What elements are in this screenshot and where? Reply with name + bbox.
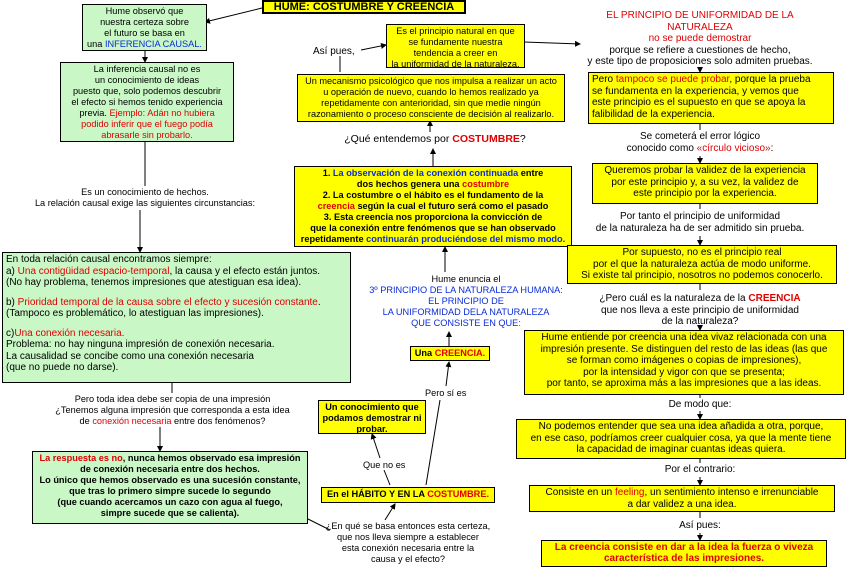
hume-entiende-box [524,330,844,395]
box-line: característica de las impresiones. [603,553,765,564]
box-line: Un conocimiento que [325,402,419,412]
box-line [6,297,347,309]
box-line: a dar validez a una idea. [627,498,737,510]
text-line: NATURALEZA [667,21,733,33]
text-line: que nos lleva siempre a establecer [337,532,479,542]
highlight-text: feeling [615,487,645,498]
highlight-text: COSTUMBRE [452,133,520,145]
copia-impresion-text [25,394,320,427]
box-line: 2. La costumbre o el hábito es el fundamento de la [322,190,544,200]
no-se-puede-probar-box [588,72,834,124]
box-line: Hume entiende por creencia una idea vivaz relacionada con una [541,332,827,343]
box-line: razonamiento o proceso consciente de decisión al realizarlo. [307,109,555,119]
box-line: Lo único que hemos observado es una sucesión constante, [39,475,301,485]
text: , la causa y el efecto están juntos. [169,265,321,277]
que-entendemos-question [330,134,540,145]
highlight-text: «círculo vicioso» [696,142,771,154]
queremos-probar-box [592,163,818,204]
conocimiento-hechos-text [10,187,280,209]
box-line [36,453,304,464]
box-line: Hume observó que [105,6,184,16]
box-line: en ese caso, podríamos creer cualquier cosa, ya que la mente tiene [530,432,832,444]
box-line: que tras lo primero simpre sucede lo segundo [69,486,271,496]
por-el-contrario-label: Por el contrario: [664,464,736,475]
principio-natural-box [386,24,525,68]
box-line [86,39,203,50]
por-supuesto-box [567,245,837,284]
que-no-es-label: Que no es [363,460,406,470]
text: , nunca hemos observado esa impresión [122,453,301,463]
box-line: u operación de nuevo, cuando lo hemos realizado ya [323,87,539,97]
text-line: Es un conocimiento de hechos. [81,187,209,197]
box-line: Si existe tal principio, nosotros no podemos conocerlo. [581,270,823,281]
box-line: Problema: no hay ninguna impresión de conexión necesaria. [6,339,275,350]
text: entre dos fenómenos? [171,416,266,426]
box-line: que la conexión entre fenómenos que se han observado [310,223,556,233]
text-line: 3º PRINCIPIO DE LA NATURALEZA HUMANA: [369,285,563,295]
text: Consiste en un [545,487,616,498]
text: ¿Pero cuál es la naturaleza de la [599,293,749,304]
box-line: (No hay problema, tenemos impresiones que atestiguan esa idea). [6,277,302,288]
box-line: Por supuesto, no es el principio real [622,247,782,258]
box-line: nuestra certeza sobre [100,17,189,27]
box-line: por la intensidad y vigor con que se presenta; [583,366,785,378]
mecanismo-psicologico-box [297,74,565,122]
box-line: un conocimiento de ideas [94,75,200,85]
box-line: La inferencia causal no es [93,64,201,74]
text: repetidamente [300,234,367,244]
box-line: podido inferir que el fuego podía [81,119,213,129]
text: de [79,416,93,426]
text: dos hechos genera una [356,179,463,189]
box-line: simpre sucede que se calienta). [100,508,240,518]
highlight-text: tampoco se puede probar [615,74,730,85]
hume-observo-box [82,4,207,51]
box-line: (que no puede no darse). [6,362,119,373]
text-line: porque se refiere a cuestiones de hecho, [609,44,791,56]
text: ? [519,133,526,145]
en-que-se-basa-text [318,521,498,565]
box-line: La creencia consiste en dar a la idea la fuerza o viveza [554,542,814,553]
page-title: HUME: COSTUMBRE Y CREENCIA [262,0,466,14]
text: Una [414,348,435,358]
text: En el HÁBITO Y EN LA [327,489,428,499]
text-line: y este tipo de proposiciones solo admiten pruebas. [587,56,813,67]
no-podemos-entender-box [516,419,846,459]
text-line: de la naturaleza ha de ser admitido sin prueba. [595,222,805,234]
box-line [298,168,568,179]
conclusion-creencia-box [541,540,827,567]
text: previa. [79,108,110,118]
circunstancias-box [2,252,351,383]
text: , un sentimiento intenso e irrenunciable [644,487,819,498]
box-line: el futuro se basa en [104,28,185,38]
box-line: La causalidad se concibe como una conexión necesaria [6,350,254,362]
box-line: por el que la naturaleza actúa de modo uniforme. [593,258,811,270]
box-line [592,74,830,86]
box-line [298,179,568,190]
box-line: En toda relación causal encontramos siempre: [6,254,212,265]
box-line: tendencia a creer en [413,48,498,58]
highlight-text: COSTUMBRE. [427,489,489,499]
box-line: se fundamenta en la experiencia, y vemos que [592,85,799,97]
highlight-text: CREENCIA. [434,348,486,358]
de-modo-que-label: De modo que: [668,399,732,410]
circulo-vicioso-text [590,131,810,154]
text-line: La relación causal exige las siguientes circunstancias: [34,198,256,208]
text-line: Se cometerá el error lógico [639,131,761,142]
text-line [575,293,825,305]
box-line [298,201,568,212]
principio-uniformidad-text [580,10,820,68]
text: conocido como [626,142,697,154]
text-line [25,416,320,427]
consiste-feeling-box [529,485,835,512]
text-line: ¿Tenemos alguna impresión que corresponda a esta idea [55,405,290,415]
asi-pues-label: Así pues, [313,46,355,57]
text-line: Por tanto el principio de uniformidad [619,211,781,222]
highlight-text: INFERENCIA CAUSAL. [104,39,202,49]
box-line: Es el principio natural en que [396,26,515,36]
box-line: este principio por la experiencia. [633,188,777,199]
text-line: EL PRINCIPIO DE [428,296,504,306]
box-line: (Tampoco es problemático, lo atestiguan las impresiones). [6,308,264,319]
text: según la cual el futuro será como el pasado [354,201,549,211]
highlight-text: conexión necesaria [92,416,172,426]
box-line: No podemos entender que sea una idea añadida a otra, porque, [538,421,824,432]
box-line: podamos demostrar ni [322,413,422,423]
text: 1. [322,168,333,178]
box-line [64,108,230,119]
text: una [87,39,105,49]
text-line: esta conexión necesaria entre la [341,543,475,553]
box-line: repetidamente con anterioridad, sin que medie ningún [321,98,541,108]
box-line: se fundamente nuestra [408,37,503,47]
box-line: el efecto si hemos tenido experiencia [71,97,223,107]
por-tanto-text [580,211,820,234]
text: a) [6,265,18,277]
inferencia-causal-box [60,62,234,142]
text-line: QUE CONSISTE EN QUE: [411,318,521,328]
una-creencia-box [410,346,490,361]
text-line: de la naturaleza? [661,316,739,327]
text-line: ¿En qué se basa entonces esta certeza, [325,521,491,531]
respuesta-no-box [32,451,308,524]
text-line: Hume enuncia el [431,274,501,284]
box-line: este principio es el supuesto en que se apoya la [592,97,806,108]
box-line: Un mecanismo psicológico que nos impulsa a realizar un acto [305,76,557,86]
text: : [770,142,774,154]
box-line [533,487,831,499]
highlight-text: costumbre [462,179,510,189]
box-line: (que cuando acercamos un cazo con agua al fuego, [57,497,283,507]
box-line: abrasarle sin probarlo. [101,130,193,140]
box-line: la uniformidad de la naturaleza. [391,59,520,69]
costumbre-puntos-box [294,166,572,247]
conocimiento-demostrar-box [318,400,426,434]
highlight-text: Una conexión necesaria. [14,327,125,339]
text-line: Pero toda idea debe ser copia de una impresión [74,394,271,404]
highlight-text: Una contigüidad espacio-temporal [17,265,170,277]
highlight-text: La respuesta es no [39,453,123,463]
text: b) [6,296,18,308]
highlight-text: continuarán produciéndose del mismo modo. [366,234,566,244]
text: entre [518,168,544,178]
highlight-text: CREENCIA [748,293,801,304]
box-line: impresión presente. Se distinguen del resto de las ideas (las que [540,343,828,355]
tercer-principio-text [350,274,582,329]
text: . [317,296,321,308]
text: , porque la prueba [729,74,811,85]
box-line [298,234,568,245]
text-line: LA UNIFORMIDAD DELA NATURALEZA [382,307,550,317]
habito-costumbre-box [321,487,495,503]
naturaleza-creencia-question [575,293,825,328]
pero-si-es-label: Pero sí es [425,388,467,398]
box-line [6,266,347,278]
text-line: que nos lleva a este principio de uniformidad [601,304,799,316]
box-line [6,328,347,340]
box-line: puesto que, solo podemos descubrir [72,86,222,96]
box-line: probar. [356,424,388,434]
box-line: por tanto, se aproxima más a las impresiones que a las ideas. [546,378,822,389]
box-line: se forman como imágenes o copias de impresiones), [566,355,802,366]
asi-pues-label-2: Así pues: [679,520,721,531]
highlight-text: creencia [317,201,355,211]
box-line: Queremos probar la validez de la experiencia [604,165,806,176]
text-line [590,143,810,155]
text: Pero [592,74,616,85]
box-line: falibilidad de la experiencia. [592,108,715,120]
highlight-text: La observación de la conexión continuada [332,168,519,178]
text: c) [6,327,15,339]
highlight-text: Prioridad temporal de la causa sobre el efecto y sucesión constante [17,296,318,308]
box-line: por este principio y, a su vez, la validez de [611,176,799,188]
box-line: la capacidad de imaginar cuantas ideas quiera. [576,444,786,455]
text-line: causa y el efecto? [370,554,446,564]
text-line: no se puede demostrar [648,33,752,44]
box-line: 3. Esta creencia nos proporciona la convicción de [323,212,543,222]
box-line: de conexión necesaria entre dos hechos. [80,464,260,474]
text: ¿Qué entendemos por [344,133,453,145]
text-line: EL PRINCIPIO DE UNIFORMIDAD DE LA [606,10,794,21]
highlight-text: Ejemplo: Adán no hubiera [109,108,215,118]
